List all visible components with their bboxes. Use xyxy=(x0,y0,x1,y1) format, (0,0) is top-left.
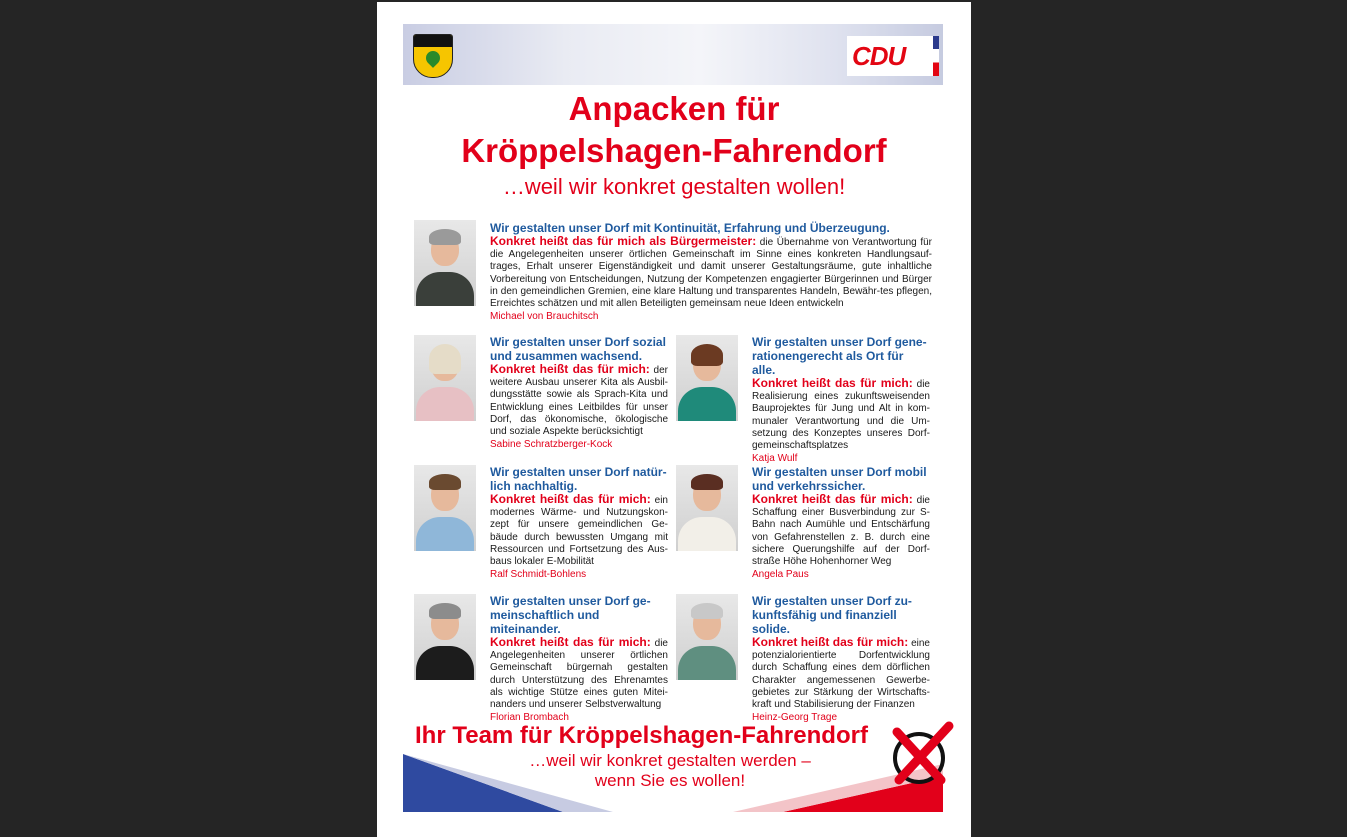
candidate-text: eine potenzialorientierte Dorfentwicklung durch Schaffung eines dem dörflichen Charakter angemessenen Gewerbe-gebietes zur Stärkung der Wirtschafts-kraft und Stabilisierung der Finanzen xyxy=(752,638,930,711)
footer-line2: wenn Sie es wollen! xyxy=(594,771,746,790)
candidate-konkret: Konkret heißt das für mich: xyxy=(490,635,651,649)
candidate-konkret: Konkret heißt das für mich: xyxy=(752,376,913,390)
candidate-heading: Wir gestalten unser Dorf mobil und verkehrssicher. xyxy=(752,465,927,493)
portrait-sabine xyxy=(414,335,476,421)
candidate-name: Katja Wulf xyxy=(752,453,798,465)
candidate-block-6 xyxy=(490,594,668,724)
candidate-heading: Wir gestalten unser Dorf ge-meinschaftlich und miteinander. xyxy=(490,594,651,636)
candidate-konkret: Konkret heißt das für mich: xyxy=(752,492,913,506)
candidate-name: Florian Brombach xyxy=(490,712,569,724)
candidate-konkret: Konkret heißt das für mich als Bürgermeister: xyxy=(490,234,757,248)
candidate-heading: Wir gestalten unser Dorf zu-kunftsfähig und finanziell solide. xyxy=(752,594,912,636)
coat-of-arms-icon xyxy=(413,34,453,78)
cdu-logo xyxy=(847,36,939,76)
portrait-katja xyxy=(676,335,738,421)
portrait-heinz-georg xyxy=(676,594,738,680)
candidate-block-1 xyxy=(490,221,932,323)
portrait-michael xyxy=(414,220,476,306)
candidate-konkret: Konkret heißt das für mich: xyxy=(490,362,650,376)
candidate-block-3 xyxy=(752,335,930,465)
candidate-text: die Übernahme von Verantwortung für die Angelegenheiten unserer örtlichen Gemeinschaft im Sinne eines konkreten Handlungsauf-trages, Erhalt unserer Eigenständigkeit und damit unserer Gestaltungsräume, gute inhaltliche Vorbereitung von Entscheidungen, Nutzung der Kompetenzen engagierter Bürgerinnen und Bürger in den gemeindlichen Gremien, eine klare Haltung und transparentes Handeln, Bewähr-tes pflegen, Erreichtes schätzen und mit allen Beteiligten gemeinsam neue Ideen entwickeln xyxy=(490,237,932,310)
candidate-heading: Wir gestalten unser Dorf natür-lich nachhaltig. xyxy=(490,465,667,493)
candidate-heading: Wir gestalten unser Dorf gene-rationengerecht als Ort für alle. xyxy=(752,335,927,377)
footer-line1: …weil wir konkret gestalten werden – xyxy=(529,751,811,770)
candidate-name: Angela Paus xyxy=(752,569,809,581)
candidate-heading: Wir gestalten unser Dorf sozial und zusammen wachsend. xyxy=(490,335,666,363)
candidate-block-5 xyxy=(752,465,930,581)
candidate-konkret: Konkret heißt das für mich: xyxy=(490,492,651,506)
candidate-name: Heinz-Georg Trage xyxy=(752,712,838,724)
ballot-cross-icon xyxy=(889,720,955,786)
candidate-block-2 xyxy=(490,335,668,451)
candidate-block-4 xyxy=(490,465,668,581)
page-title-line1: Anpacken für xyxy=(568,90,780,127)
candidate-text: der weitere Ausbau unserer Kita als Ausbil-dungsstätte sowie als Sprach-Kita und Entwicklung eines Leitbildes für unser Dorf, das ökonomische, ökologische und soziale Aspekte berücksichtigt xyxy=(490,365,668,438)
portrait-ralf xyxy=(414,465,476,551)
candidate-konkret: Konkret heißt das für mich: xyxy=(752,635,909,649)
portrait-florian xyxy=(414,594,476,680)
candidate-text: ein modernes Wärme- und Nutzungskon-zept für unsere gemeindlichen Ge-bäude durch bewussten Umgang mit Ressourcen und Fortsetzung des Aus-baus lokaler E-Mobilität xyxy=(490,495,668,568)
candidate-text: die Realisierung eines zukunftsweisenden Bauprojektes für Jung und Alt in kom-munaler Verantwortung und die Um-setzung des Konzeptes unseres Dorf-gemeinschaftsplatzes xyxy=(752,379,930,452)
candidate-text: die Angelegenheiten unserer örtlichen Gemeinschaft bürgernah gestalten durch Unterstützung des Ehrenamtes als wichtige Stütze eines guten Mitei-nanders und unserer Selbstverwaltung xyxy=(490,638,668,711)
candidate-block-7 xyxy=(752,594,930,724)
candidate-name: Ralf Schmidt-Bohlens xyxy=(490,569,587,581)
header-banner xyxy=(403,24,943,85)
candidate-text: die Schaffung einer Busverbindung zur S-Bahn nach Aumühle und Entschärfung von Gefahrenstellen z. B. durch eine sichere Querungshilfe auf der Dorf-straße Höhe Hohenhorner Weg xyxy=(752,495,930,568)
page-subtitle: …weil wir konkret gestalten wollen! xyxy=(502,174,846,199)
footer-title: Ihr Team für Kröppelshagen-Fahrendorf xyxy=(415,722,868,749)
cdu-logo-text: CDU xyxy=(852,41,906,71)
candidate-heading: Wir gestalten unser Dorf mit Kontinuität, Erfahrung und Überzeugung. xyxy=(490,221,890,235)
portrait-angela xyxy=(676,465,738,551)
candidate-name: Michael von Brauchitsch xyxy=(490,311,599,323)
flyer-page xyxy=(377,2,971,837)
page-title-line2: Kröppelshagen-Fahrendorf xyxy=(461,132,887,169)
candidate-name: Sabine Schratzberger-Kock xyxy=(490,439,613,451)
